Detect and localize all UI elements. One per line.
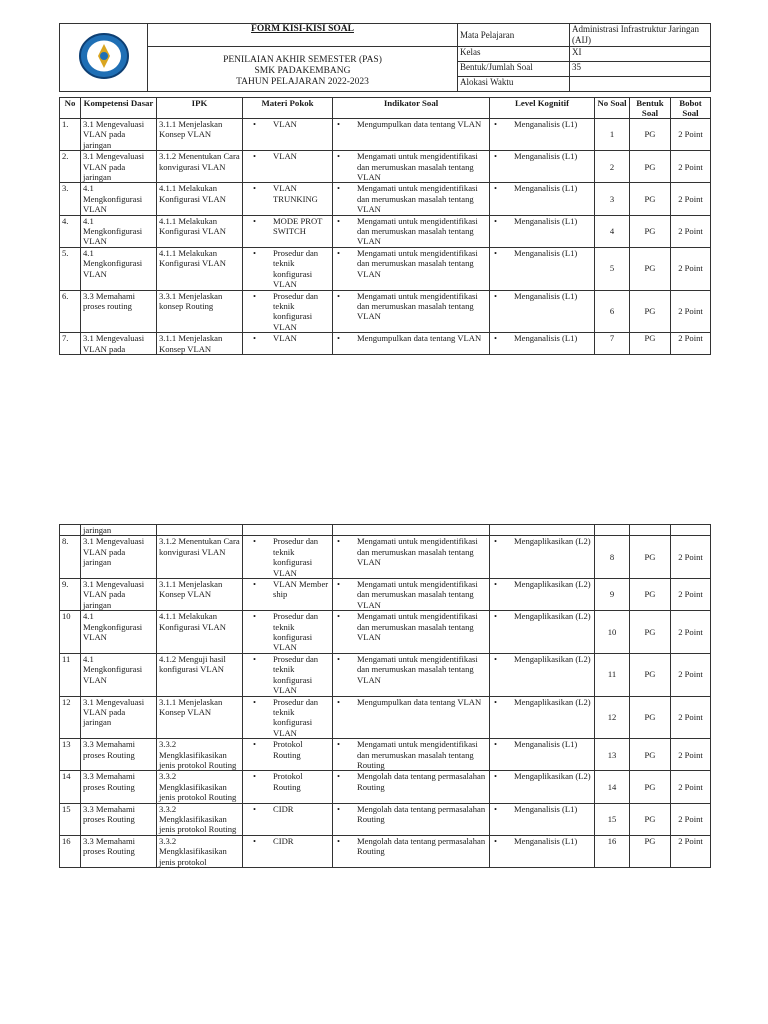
level-kognitif: • Menganalisis (L1) bbox=[504, 333, 592, 343]
ipk: 3.3.2 Mengklasifikasikan jenis protokol Routing bbox=[157, 739, 243, 771]
indikator-soal-cell bbox=[333, 579, 490, 611]
level-kognitif: • Menganalisis (L1) bbox=[504, 291, 592, 301]
indikator-soal-cell bbox=[333, 803, 490, 835]
info-value: 35 bbox=[570, 62, 711, 77]
materi-pokok-cell bbox=[243, 290, 333, 333]
indikator-soal-cell bbox=[333, 290, 490, 333]
bentuk-soal: PG bbox=[630, 579, 671, 611]
level-kognitif-cell bbox=[490, 653, 595, 696]
materi-pokok-cell bbox=[243, 771, 333, 803]
row-number: 16 bbox=[60, 835, 81, 867]
info-label: Alokasi Waktu bbox=[458, 77, 570, 92]
materi-pokok-cell bbox=[243, 536, 333, 579]
school-logo-icon bbox=[77, 31, 131, 81]
school-line: TAHUN PELAJARAN 2022-2023 bbox=[236, 77, 369, 87]
col-header: Bentuk Soal bbox=[630, 98, 671, 119]
indikator-soal-cell bbox=[333, 183, 490, 215]
info-value: Administrasi Infrastruktur Jaringan (AIJ) bbox=[570, 24, 711, 47]
row-number: 2. bbox=[60, 151, 81, 183]
kompetensi-dasar: 4.1 Mengkonfigurasi VLAN bbox=[81, 653, 157, 696]
no-soal: 6 bbox=[595, 290, 630, 333]
indikator-soal: • Mengamati untuk mengidentifikasi dan merumuskan masalah tentang VLAN bbox=[347, 151, 487, 182]
materi-pokok: • Prosedur dan teknik konfigurasi VLAN bbox=[263, 611, 330, 653]
table-row bbox=[60, 611, 711, 654]
kompetensi-dasar: 3.3 Memahami proses Routing bbox=[81, 835, 157, 867]
bentuk-soal: PG bbox=[630, 215, 671, 247]
ipk: 3.3.1 Menjelaskan konsep Routing bbox=[157, 290, 243, 333]
no-soal: 3 bbox=[595, 183, 630, 215]
ipk: 3.1.1 Menjelaskan Konsep VLAN bbox=[157, 696, 243, 739]
level-kognitif-cell bbox=[490, 803, 595, 835]
indikator-soal: • Mengamati untuk mengidentifikasi dan merumuskan masalah tentang VLAN bbox=[347, 291, 487, 322]
indikator-soal: • Mengamati untuk mengidentifikasi dan merumuskan masalah tentang VLAN bbox=[347, 579, 487, 610]
materi-pokok: • Protokol Routing bbox=[263, 771, 330, 792]
materi-pokok: • Protokol Routing bbox=[263, 739, 330, 760]
level-kognitif-cell bbox=[490, 183, 595, 215]
level-kognitif: • Menganalisis (L1) bbox=[504, 248, 592, 258]
col-header: Level Kognitif bbox=[490, 98, 595, 119]
indikator-soal-cell bbox=[333, 215, 490, 247]
ipk: 3.1.1 Menjelaskan Konsep VLAN bbox=[157, 119, 243, 151]
indikator-soal-cell bbox=[333, 247, 490, 290]
no-soal: 2 bbox=[595, 151, 630, 183]
bobot-soal: 2 Point bbox=[671, 290, 711, 333]
kisi-kisi-table-page-1 bbox=[59, 97, 711, 355]
row-number: 5. bbox=[60, 247, 81, 290]
materi-pokok-cell bbox=[243, 835, 333, 867]
materi-pokok-cell bbox=[243, 653, 333, 696]
ipk: 4.1.1 Melakukan Konfigurasi VLAN bbox=[157, 247, 243, 290]
bentuk-soal: PG bbox=[630, 151, 671, 183]
info-label: Mata Pelajaran bbox=[458, 24, 570, 47]
form-header-table bbox=[59, 23, 711, 92]
table-row bbox=[60, 803, 711, 835]
materi-pokok: • VLAN bbox=[263, 333, 330, 343]
level-kognitif-cell bbox=[490, 290, 595, 333]
kompetensi-dasar: 3.3 Memahami proses Routing bbox=[81, 771, 157, 803]
form-title: FORM KISI-KISI SOAL bbox=[148, 24, 458, 47]
no-soal: 15 bbox=[595, 803, 630, 835]
bobot-soal: 2 Point bbox=[671, 611, 711, 654]
row-number: 11 bbox=[60, 653, 81, 696]
bentuk-soal: PG bbox=[630, 771, 671, 803]
table-row bbox=[60, 739, 711, 771]
col-header: Indikator Soal bbox=[333, 98, 490, 119]
kompetensi-dasar: 3.3 Memahami proses Routing bbox=[81, 739, 157, 771]
indikator-soal: • Mengumpulkan data tentang VLAN bbox=[347, 697, 487, 707]
materi-pokok: • VLAN bbox=[263, 119, 330, 129]
bobot-soal: 2 Point bbox=[671, 835, 711, 867]
info-value: XI bbox=[570, 47, 711, 62]
table-row bbox=[60, 653, 711, 696]
materi-pokok: • CIDR bbox=[263, 804, 330, 814]
school-line: PENILAIAN AKHIR SEMESTER (PAS) bbox=[223, 55, 382, 65]
indikator-soal: • Mengamati untuk mengidentifikasi dan merumuskan masalah tentang VLAN bbox=[347, 611, 487, 642]
bobot-soal: 2 Point bbox=[671, 771, 711, 803]
row-number: 1. bbox=[60, 119, 81, 151]
no-soal: 8 bbox=[595, 536, 630, 579]
materi-pokok-cell bbox=[243, 183, 333, 215]
ipk: 3.3.2 Mengklasifikasikan jenis protokol bbox=[157, 835, 243, 867]
indikator-soal: • Mengamati untuk mengidentifikasi dan merumuskan masalah tentang VLAN bbox=[347, 248, 487, 279]
table-row bbox=[60, 771, 711, 803]
indikator-soal: • Mengamati untuk mengidentifikasi dan merumuskan masalah tentang VLAN bbox=[347, 654, 487, 685]
materi-pokok: • Prosedur dan teknik konfigurasi VLAN bbox=[263, 697, 330, 739]
table-row bbox=[60, 579, 711, 611]
materi-pokok-cell bbox=[243, 739, 333, 771]
indikator-soal: • Mengamati untuk mengidentifikasi dan merumuskan masalah tentang VLAN bbox=[347, 536, 487, 567]
indikator-soal-cell bbox=[333, 653, 490, 696]
level-kognitif: • Menganalisis (L1) bbox=[504, 216, 592, 226]
kompetensi-dasar: 4.1 Mengkonfigurasi VLAN bbox=[81, 611, 157, 654]
indikator-soal-cell bbox=[333, 696, 490, 739]
bobot-soal: 2 Point bbox=[671, 215, 711, 247]
materi-pokok-cell bbox=[243, 215, 333, 247]
indikator-soal: • Mengamati untuk mengidentifikasi dan merumuskan masalah tentang VLAN bbox=[347, 216, 487, 247]
table-row bbox=[60, 290, 711, 333]
level-kognitif-cell bbox=[490, 696, 595, 739]
bentuk-soal: PG bbox=[630, 536, 671, 579]
indikator-soal: • Mengolah data tentang permasalahan Routing bbox=[347, 771, 487, 792]
bobot-soal: 2 Point bbox=[671, 183, 711, 215]
materi-pokok-cell bbox=[243, 333, 333, 355]
kompetensi-dasar: 4.1 Mengkonfigurasi VLAN bbox=[81, 215, 157, 247]
level-kognitif: • Menganalisis (L1) bbox=[504, 739, 592, 749]
no-soal: 13 bbox=[595, 739, 630, 771]
bobot-soal: 2 Point bbox=[671, 151, 711, 183]
kompetensi-dasar: 3.1 Mengevaluasi VLAN pada jaringan bbox=[81, 151, 157, 183]
bentuk-soal: PG bbox=[630, 119, 671, 151]
bobot-soal: 2 Point bbox=[671, 653, 711, 696]
table-row bbox=[60, 247, 711, 290]
indikator-soal: • Mengumpulkan data tentang VLAN bbox=[347, 333, 487, 343]
level-kognitif-cell bbox=[490, 151, 595, 183]
indikator-soal-cell bbox=[333, 835, 490, 867]
level-kognitif-cell bbox=[490, 771, 595, 803]
indikator-soal-cell bbox=[333, 536, 490, 579]
school-line: SMK PADAKEMBANG bbox=[254, 66, 351, 76]
level-kognitif-cell bbox=[490, 579, 595, 611]
bentuk-soal: PG bbox=[630, 696, 671, 739]
no-soal: 10 bbox=[595, 611, 630, 654]
materi-pokok-cell bbox=[243, 579, 333, 611]
indikator-soal: • Mengamati untuk mengidentifikasi dan merumuskan masalah tentang Routing bbox=[347, 739, 487, 770]
materi-pokok: • Prosedur dan teknik konfigurasi VLAN bbox=[263, 536, 330, 578]
level-kognitif: • Mengaplikasikan (L2) bbox=[504, 697, 592, 707]
level-kognitif: • Mengaplikasikan (L2) bbox=[504, 654, 592, 664]
info-label: Kelas bbox=[458, 47, 570, 62]
indikator-soal-cell bbox=[333, 611, 490, 654]
row-number: 12 bbox=[60, 696, 81, 739]
level-kognitif: • Menganalisis (L1) bbox=[504, 119, 592, 129]
kompetensi-dasar: 3.1 Mengevaluasi VLAN pada jaringan bbox=[81, 579, 157, 611]
row-number: 14 bbox=[60, 771, 81, 803]
table-header-row bbox=[60, 98, 711, 119]
indikator-soal: • Mengumpulkan data tentang VLAN bbox=[347, 119, 487, 129]
row-number: 10 bbox=[60, 611, 81, 654]
ipk: 4.1.1 Melakukan Konfigurasi VLAN bbox=[157, 215, 243, 247]
bentuk-soal: PG bbox=[630, 835, 671, 867]
col-header: Kompetensi Dasar bbox=[81, 98, 157, 119]
bobot-soal: 2 Point bbox=[671, 333, 711, 355]
level-kognitif-cell bbox=[490, 536, 595, 579]
bentuk-soal: PG bbox=[630, 611, 671, 654]
ipk: 3.1.1 Menjelaskan Konsep VLAN bbox=[157, 333, 243, 355]
kompetensi-dasar: 4.1 Mengkonfigurasi VLAN bbox=[81, 183, 157, 215]
no-soal: 5 bbox=[595, 247, 630, 290]
level-kognitif-cell bbox=[490, 333, 595, 355]
bobot-soal: 2 Point bbox=[671, 579, 711, 611]
materi-pokok-cell bbox=[243, 151, 333, 183]
indikator-soal-cell bbox=[333, 151, 490, 183]
bobot-soal: 2 Point bbox=[671, 803, 711, 835]
kompetensi-dasar: 3.3 Memahami proses Routing bbox=[81, 803, 157, 835]
level-kognitif: • Mengaplikasikan (L2) bbox=[504, 579, 592, 589]
ipk: 3.3.2 Mengklasifikasikan jenis protokol Routing bbox=[157, 803, 243, 835]
level-kognitif: • Menganalisis (L1) bbox=[504, 151, 592, 161]
no-soal: 14 bbox=[595, 771, 630, 803]
kompetensi-dasar: 3.3 Memahami proses routing bbox=[81, 290, 157, 333]
ipk: 3.1.1 Menjelaskan Konsep VLAN bbox=[157, 579, 243, 611]
level-kognitif-cell bbox=[490, 119, 595, 151]
ipk: 3.1.2 Menentukan Cara konvigurasi VLAN bbox=[157, 536, 243, 579]
row-number: 6. bbox=[60, 290, 81, 333]
row-number: 8. bbox=[60, 536, 81, 579]
level-kognitif: • Menganalisis (L1) bbox=[504, 183, 592, 193]
indikator-soal: • Mengamati untuk mengidentifikasi dan merumuskan masalah tentang VLAN bbox=[347, 183, 487, 214]
school-logo-cell bbox=[60, 24, 148, 92]
materi-pokok-cell bbox=[243, 119, 333, 151]
indikator-soal-cell bbox=[333, 119, 490, 151]
table-row bbox=[60, 183, 711, 215]
kisi-kisi-table-page-2 bbox=[59, 524, 711, 868]
bentuk-soal: PG bbox=[630, 653, 671, 696]
bentuk-soal: PG bbox=[630, 183, 671, 215]
col-header: Materi Pokok bbox=[243, 98, 333, 119]
no-soal: 7 bbox=[595, 333, 630, 355]
info-label: Bentuk/Jumlah Soal bbox=[458, 62, 570, 77]
bobot-soal: 2 Point bbox=[671, 247, 711, 290]
materi-pokok: • VLAN bbox=[263, 151, 330, 161]
ipk: 3.1.2 Menentukan Cara konvigurasi VLAN bbox=[157, 151, 243, 183]
bentuk-soal: PG bbox=[630, 290, 671, 333]
kompetensi-dasar: 3.1 Mengevaluasi VLAN pada bbox=[81, 333, 157, 355]
bobot-soal: 2 Point bbox=[671, 536, 711, 579]
materi-pokok: • Prosedur dan teknik konfigurasi VLAN bbox=[263, 654, 330, 696]
table-row bbox=[60, 835, 711, 867]
level-kognitif-cell bbox=[490, 611, 595, 654]
level-kognitif-cell bbox=[490, 247, 595, 290]
col-header: IPK bbox=[157, 98, 243, 119]
indikator-soal: • Mengolah data tentang permasalahan Routing bbox=[347, 836, 487, 857]
indikator-soal: • Mengolah data tentang permasalahan Routing bbox=[347, 804, 487, 825]
kompetensi-dasar: 4.1 Mengkonfigurasi VLAN bbox=[81, 247, 157, 290]
level-kognitif-cell bbox=[490, 215, 595, 247]
level-kognitif: • Mengaplikasikan (L2) bbox=[504, 771, 592, 781]
no-soal: 11 bbox=[595, 653, 630, 696]
col-header: Bobot Soal bbox=[671, 98, 711, 119]
col-header: No bbox=[60, 98, 81, 119]
materi-pokok: • CIDR bbox=[263, 836, 330, 846]
kompetensi-dasar: 3.1 Mengevaluasi VLAN pada jaringan bbox=[81, 119, 157, 151]
level-kognitif-cell bbox=[490, 739, 595, 771]
no-soal: 16 bbox=[595, 835, 630, 867]
bentuk-soal: PG bbox=[630, 247, 671, 290]
materi-pokok-cell bbox=[243, 247, 333, 290]
materi-pokok-cell bbox=[243, 803, 333, 835]
table-row bbox=[60, 696, 711, 739]
level-kognitif: • Menganalisis (L1) bbox=[504, 836, 592, 846]
ipk: 4.1.1 Melakukan Konfigurasi VLAN bbox=[157, 183, 243, 215]
kompetensi-dasar: 3.1 Mengevaluasi VLAN pada jaringan bbox=[81, 696, 157, 739]
table-row bbox=[60, 333, 711, 355]
table-row bbox=[60, 536, 711, 579]
continuation-text: jaringan bbox=[81, 525, 157, 536]
level-kognitif: • Mengaplikasikan (L2) bbox=[504, 536, 592, 546]
row-number: 7. bbox=[60, 333, 81, 355]
table-row bbox=[60, 151, 711, 183]
bobot-soal: 2 Point bbox=[671, 119, 711, 151]
col-header: No Soal bbox=[595, 98, 630, 119]
info-value bbox=[570, 77, 711, 92]
row-number: 4. bbox=[60, 215, 81, 247]
indikator-soal-cell bbox=[333, 333, 490, 355]
materi-pokok-cell bbox=[243, 696, 333, 739]
no-soal: 1 bbox=[595, 119, 630, 151]
row-number: 15 bbox=[60, 803, 81, 835]
row-number: 13 bbox=[60, 739, 81, 771]
ipk: 3.3.2 Mengklasifikasikan jenis protokol Routing bbox=[157, 771, 243, 803]
ipk: 4.1.2 Menguji hasil konfigurasi VLAN bbox=[157, 653, 243, 696]
level-kognitif: • Menganalisis (L1) bbox=[504, 804, 592, 814]
materi-pokok: • Prosedur dan teknik konfigurasi VLAN bbox=[263, 291, 330, 333]
no-soal: 9 bbox=[595, 579, 630, 611]
level-kognitif: • Mengaplikasikan (L2) bbox=[504, 611, 592, 621]
indikator-soal-cell bbox=[333, 771, 490, 803]
row-number: 3. bbox=[60, 183, 81, 215]
continuation-row bbox=[60, 525, 711, 536]
materi-pokok: • Prosedur dan teknik konfigurasi VLAN bbox=[263, 248, 330, 290]
no-soal: 12 bbox=[595, 696, 630, 739]
materi-pokok: • VLAN Member ship bbox=[263, 579, 330, 600]
ipk: 4.1.1 Melakukan Konfigurasi VLAN bbox=[157, 611, 243, 654]
bentuk-soal: PG bbox=[630, 803, 671, 835]
bentuk-soal: PG bbox=[630, 739, 671, 771]
bobot-soal: 2 Point bbox=[671, 739, 711, 771]
materi-pokok-cell bbox=[243, 611, 333, 654]
row-number: 9. bbox=[60, 579, 81, 611]
indikator-soal-cell bbox=[333, 739, 490, 771]
no-soal: 4 bbox=[595, 215, 630, 247]
table-row bbox=[60, 215, 711, 247]
kompetensi-dasar: 3.1 Mengevaluasi VLAN pada jaringan bbox=[81, 536, 157, 579]
bobot-soal: 2 Point bbox=[671, 696, 711, 739]
materi-pokok: • MODE PROT SWITCH bbox=[263, 216, 330, 237]
level-kognitif-cell bbox=[490, 835, 595, 867]
school-block bbox=[148, 47, 458, 92]
materi-pokok: • VLAN TRUNKING bbox=[263, 183, 330, 204]
table-row bbox=[60, 119, 711, 151]
bentuk-soal: PG bbox=[630, 333, 671, 355]
